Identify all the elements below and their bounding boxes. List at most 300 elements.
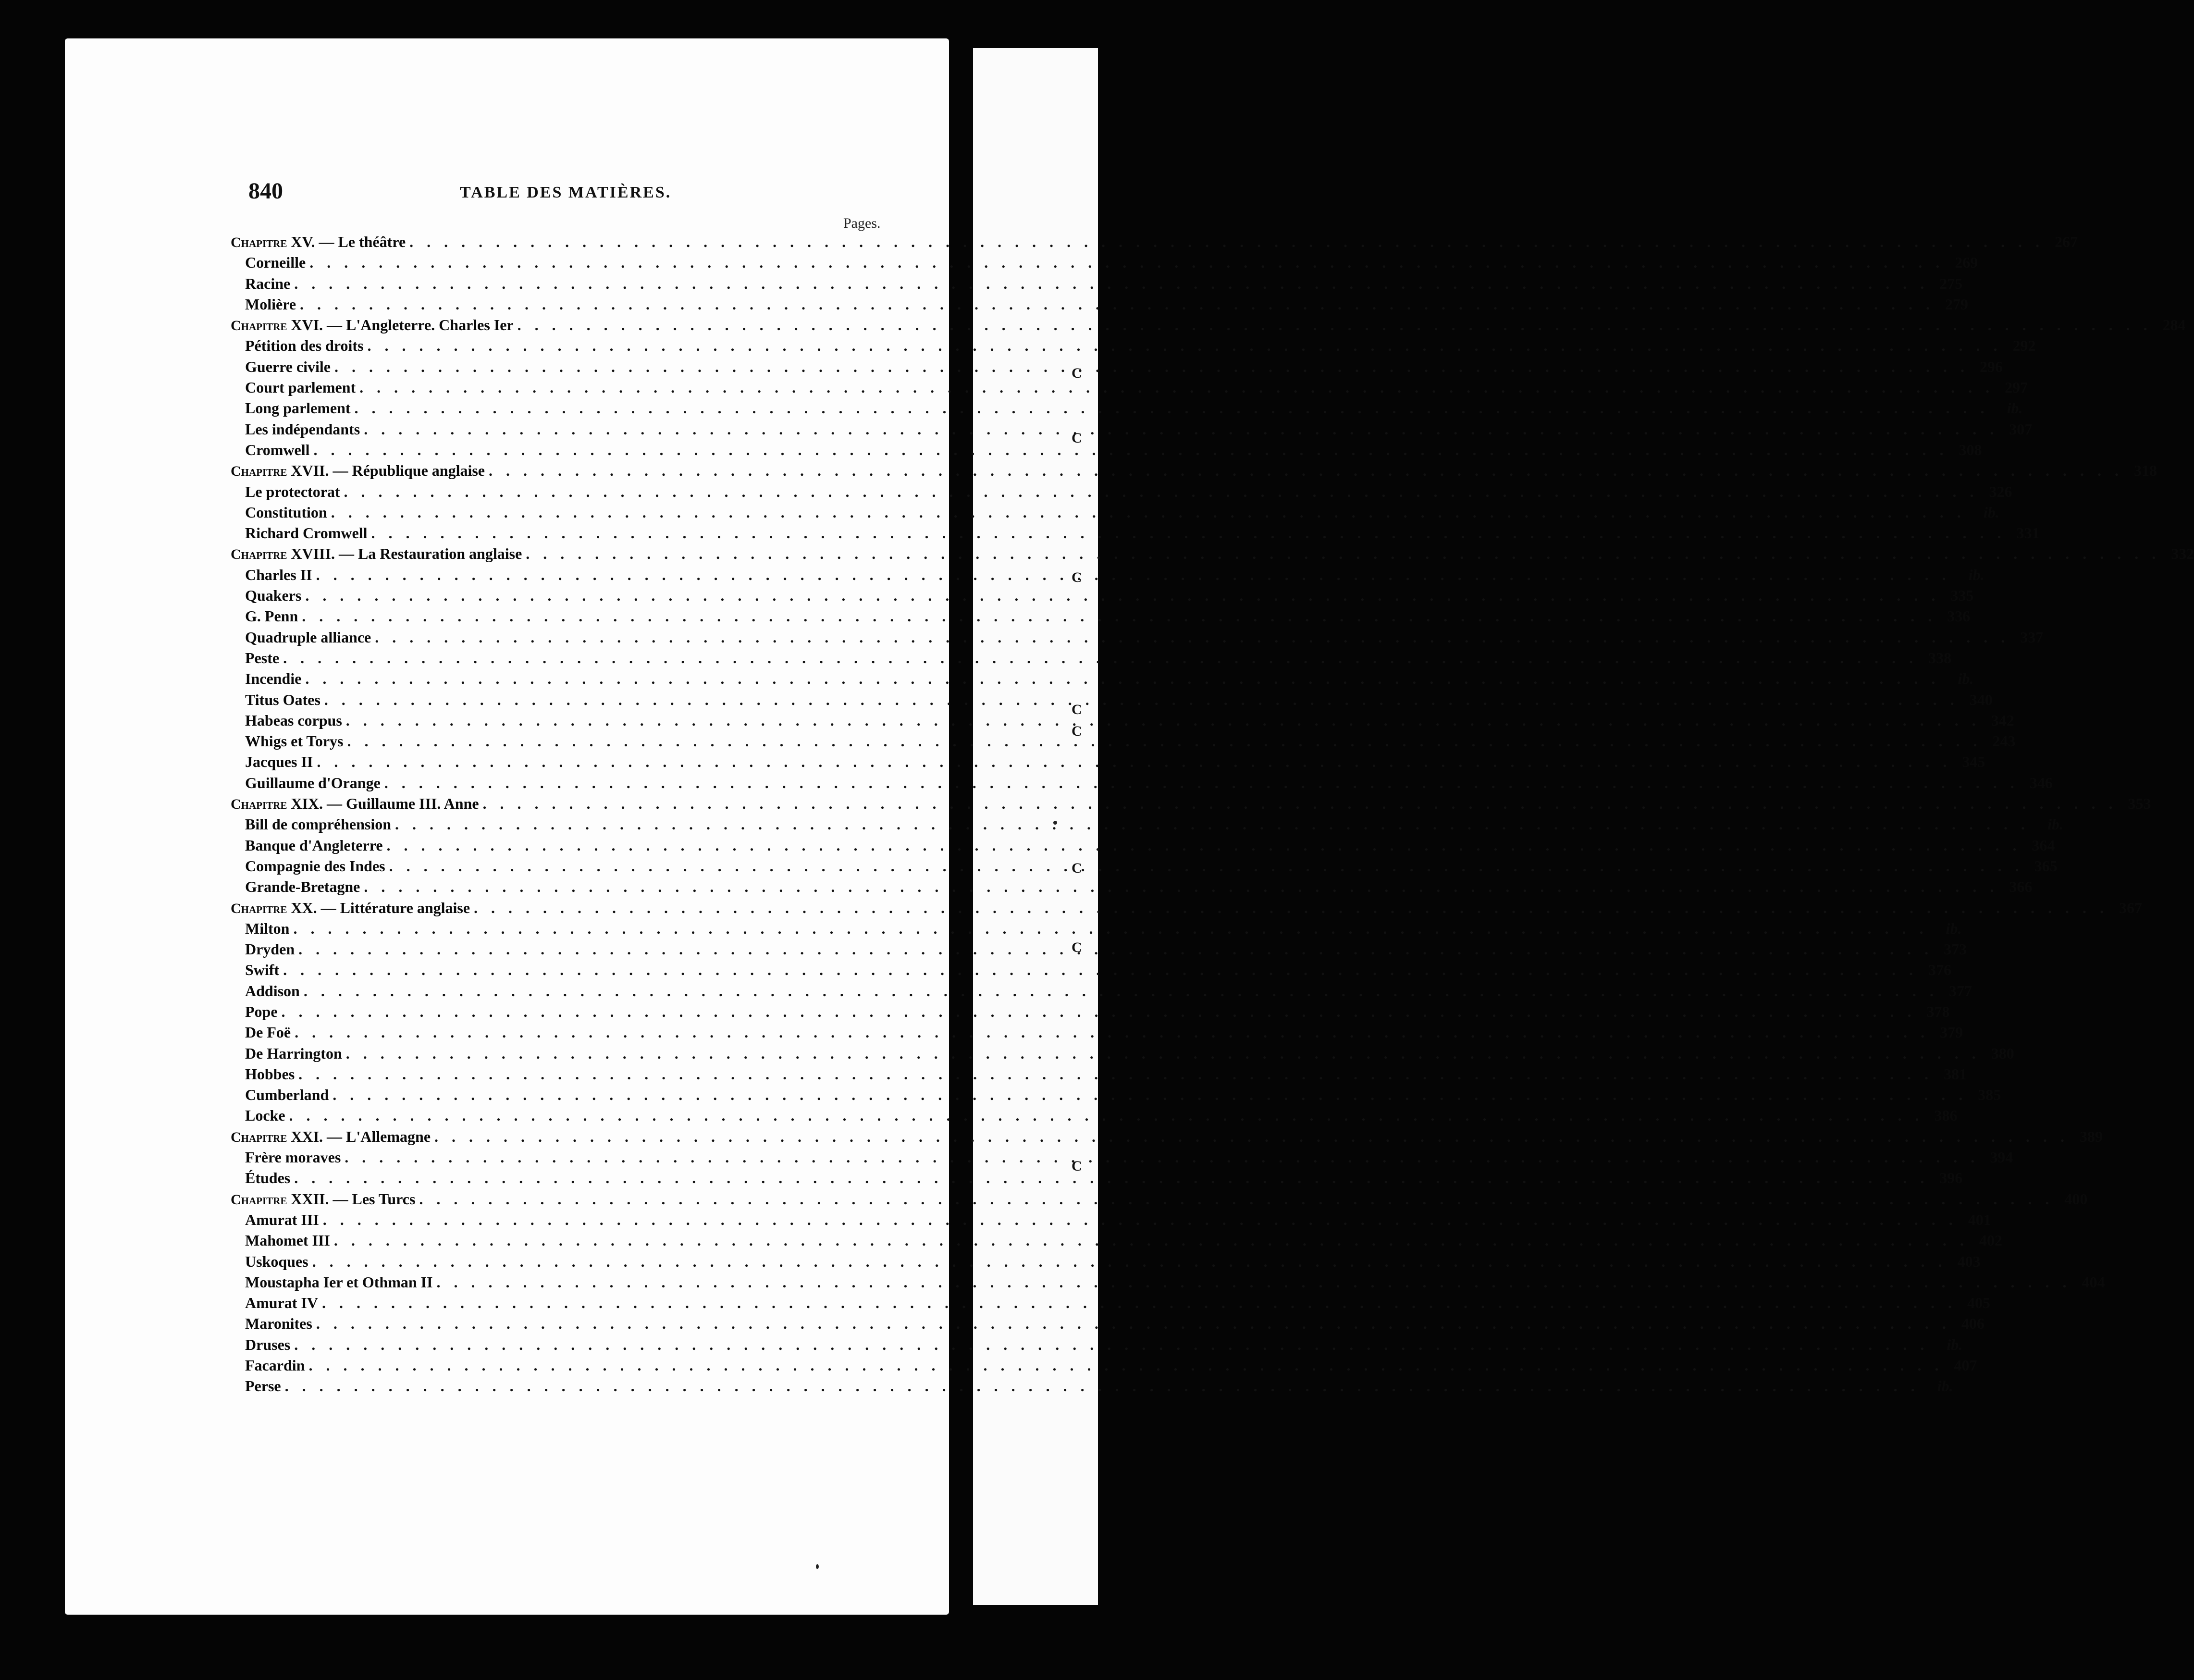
entry-title: Cromwell xyxy=(245,441,310,458)
chapter-word: Chapitre xyxy=(231,235,287,250)
toc-subentry xyxy=(231,482,2012,504)
toc-chapter-entry xyxy=(231,1127,2103,1149)
toc-subentry xyxy=(231,1273,2105,1294)
toc-subentry xyxy=(231,753,1985,774)
dot-leader xyxy=(343,732,1982,750)
entry-title: G. Penn xyxy=(245,607,298,625)
toc-entry-label xyxy=(231,1128,431,1146)
dot-leader xyxy=(383,837,2021,854)
toc-subentry xyxy=(231,628,2044,649)
toc-chapter-entry xyxy=(231,316,2186,337)
toc-entry-label xyxy=(231,1273,433,1291)
page-reference: 342 xyxy=(1991,711,2014,729)
entry-title: Pope xyxy=(245,1002,278,1020)
toc-subentry xyxy=(231,337,2036,358)
toc-entry-label xyxy=(231,691,320,709)
edge-letter: C xyxy=(1072,1158,1082,1174)
page-reference: 386 xyxy=(1934,1107,1958,1124)
dot-leader xyxy=(295,1065,1933,1083)
dot-leader xyxy=(341,1149,1979,1166)
page-reference: 296 xyxy=(1980,358,2003,375)
toc-subentry xyxy=(231,1335,1963,1357)
page-reference: 345 xyxy=(1962,753,1985,771)
toc-entry-label xyxy=(231,795,479,813)
entry-title: Quakers xyxy=(245,587,302,605)
dot-leader xyxy=(278,1003,1916,1021)
entry-title: Cumberland xyxy=(245,1086,329,1104)
page-reference: 380 xyxy=(1991,1044,2014,1062)
toc-chapter-entry xyxy=(231,795,2151,815)
entry-title: Perse xyxy=(245,1377,281,1395)
chapter-word: Chapitre xyxy=(231,900,287,916)
table-of-contents xyxy=(231,233,2194,1398)
dot-leader xyxy=(415,1190,2054,1208)
toc-subentry xyxy=(231,379,2028,399)
entry-title: Richard Cromwell xyxy=(245,524,368,542)
dot-leader xyxy=(431,1128,2069,1146)
toc-chapter-entry xyxy=(231,1190,2088,1211)
entry-title: Banque d'Angleterre xyxy=(245,836,383,854)
page-reference: 381 xyxy=(1944,1065,1967,1083)
page-reference: ib. xyxy=(2007,399,2023,417)
entry-title: Milton xyxy=(245,919,290,937)
page-reference: 396 xyxy=(1939,1169,1963,1187)
page-reference: 284 xyxy=(2162,316,2186,334)
dot-leader xyxy=(298,607,1936,625)
dot-leader xyxy=(300,982,1938,1000)
page-reference: 338 xyxy=(1928,649,1952,667)
chapter-word: Chapitre xyxy=(231,1129,287,1145)
entry-title: Bill de compréhension xyxy=(245,815,392,833)
entry-title: Études xyxy=(245,1169,291,1187)
page-reference: 331 xyxy=(2016,524,2040,542)
dot-leader xyxy=(391,815,2030,833)
toc-subentry xyxy=(231,982,1972,1003)
entry-title: Amurat IV xyxy=(245,1294,318,1312)
chapter-word: Chapitre xyxy=(231,463,287,480)
dot-leader xyxy=(356,379,1994,396)
page-reference: 267 xyxy=(2055,233,2078,250)
page-reference: 400 xyxy=(2064,1190,2088,1208)
entry-title: Addison xyxy=(245,982,300,1000)
page-reference: 336 xyxy=(1947,607,1971,625)
toc-subentry xyxy=(231,566,1984,587)
dot-leader xyxy=(289,920,1928,938)
dot-leader xyxy=(342,1045,1981,1062)
toc-entry-label xyxy=(231,857,385,875)
entry-title: Racine xyxy=(245,274,291,292)
page-reference: 307 xyxy=(2009,420,2033,438)
dot-leader xyxy=(330,1232,1969,1249)
toc-entry-label xyxy=(231,1169,290,1187)
toc-entry-label xyxy=(231,920,289,938)
dot-leader xyxy=(329,1086,1967,1104)
page-reference: 403 xyxy=(1957,1252,1981,1270)
toc-entry-label xyxy=(231,712,342,729)
toc-subentry xyxy=(231,1232,2002,1252)
toc-entry-label xyxy=(231,732,343,750)
toc-subentry xyxy=(231,295,1969,316)
dot-leader xyxy=(342,712,1981,729)
toc-chapter-entry xyxy=(231,899,2143,920)
toc-entry-label xyxy=(231,483,340,501)
dot-leader xyxy=(479,795,2118,813)
page-reference: 407 xyxy=(1954,1357,1977,1374)
dot-leader xyxy=(312,1315,1951,1333)
toc-entry-label xyxy=(231,982,300,1000)
entry-title: Grande-Bretagne xyxy=(245,878,360,896)
entry-title: Molière xyxy=(245,295,296,313)
entry-title: Quadruple alliance xyxy=(245,628,371,646)
toc-entry-label xyxy=(231,233,406,251)
page-reference: 406 xyxy=(1961,1315,1984,1333)
dot-leader xyxy=(364,337,2002,355)
toc-entry-label xyxy=(231,1315,312,1333)
page-reference: 326 xyxy=(1989,482,2012,500)
toc-entry-label xyxy=(231,649,279,667)
toc-entry-label xyxy=(231,524,367,542)
toc-subentry xyxy=(231,857,2058,878)
toc-subentry xyxy=(231,815,2064,836)
dot-leader xyxy=(360,878,1998,896)
chapter-word: Chapitre xyxy=(231,318,287,334)
dot-leader xyxy=(367,524,2006,542)
toc-subentry xyxy=(231,587,1974,607)
toc-entry-label xyxy=(231,1149,341,1166)
page-reference: 405 xyxy=(1967,1294,1990,1312)
page-reference: 335 xyxy=(1950,587,1974,605)
page-reference: 308 xyxy=(1959,441,1982,458)
entry-title: Long parlement xyxy=(245,399,351,417)
entry-title: Guerre civile xyxy=(245,358,331,375)
toc-subentry xyxy=(231,732,2016,753)
dot-leader xyxy=(327,504,1966,521)
dot-leader xyxy=(320,691,1959,709)
toc-subentry xyxy=(231,961,1952,982)
dot-leader xyxy=(305,1357,1943,1374)
entry-title: Guillaume d'Orange xyxy=(245,774,381,791)
toc-entry-label xyxy=(231,837,383,854)
entry-title: Habeas corpus xyxy=(245,711,342,729)
dot-leader xyxy=(371,629,2009,646)
page-reference: 401 xyxy=(1968,1211,1991,1228)
dot-leader xyxy=(385,857,2024,875)
dot-leader xyxy=(281,1377,1920,1395)
toc-entry-label xyxy=(231,878,360,896)
toc-entry-label xyxy=(231,337,364,355)
dot-leader xyxy=(285,1107,1924,1124)
dot-leader xyxy=(381,774,2019,792)
page-reference: 373 xyxy=(1944,940,1967,958)
edge-letter: C xyxy=(1072,723,1082,739)
entry-title: Charles II xyxy=(245,566,312,583)
dot-leader xyxy=(319,1211,1958,1229)
page-reference: 365 xyxy=(2034,857,2058,875)
entry-title: Locke xyxy=(245,1107,285,1124)
page-reference: ib. xyxy=(1968,566,1984,583)
entry-title: De Foë xyxy=(245,1024,291,1041)
entry-title: De Harrington xyxy=(245,1044,342,1062)
toc-subentry xyxy=(231,274,1963,296)
toc-subentry xyxy=(231,1252,1981,1273)
toc-entry-label xyxy=(231,815,391,833)
entry-title: Uskoques xyxy=(245,1252,308,1270)
entry-title: Dryden xyxy=(245,940,295,958)
page-reference: 279 xyxy=(1945,295,1969,313)
entry-title: Pétition des droits xyxy=(245,337,364,355)
toc-entry-label xyxy=(231,670,301,688)
toc-entry-label xyxy=(231,1086,329,1104)
toc-chapter-entry xyxy=(231,462,2157,482)
toc-entry-label xyxy=(231,774,381,792)
toc-subentry xyxy=(231,1044,2014,1065)
toc-entry-label xyxy=(231,1024,291,1041)
toc-subentry xyxy=(231,1024,1963,1044)
dot-leader xyxy=(290,275,1929,293)
toc-entry-label xyxy=(231,275,290,293)
dot-leader xyxy=(351,399,1989,417)
edge-letter: C xyxy=(1072,430,1082,446)
entry-title: Amurat III xyxy=(245,1211,319,1228)
page-reference: 346 xyxy=(2029,774,2053,791)
entry-title: Maronites xyxy=(245,1315,312,1333)
dot-leader xyxy=(295,940,1933,958)
dot-leader xyxy=(279,649,1918,667)
toc-entry-label xyxy=(231,1253,308,1271)
toc-entry-label xyxy=(231,566,312,584)
toc-entry-label xyxy=(231,296,296,313)
chapter-word: Chapitre xyxy=(231,1191,287,1208)
toc-subentry xyxy=(231,399,2023,420)
page-reference: 243 xyxy=(1992,732,2016,750)
dot-leader xyxy=(301,587,1940,605)
page-reference: 269 xyxy=(1955,254,1978,272)
page-reference: ib. xyxy=(1983,503,1999,521)
edge-letter: C xyxy=(1072,939,1082,955)
entry-title: Court parlement xyxy=(245,379,356,396)
toc-subentry xyxy=(231,919,1962,940)
chapter-word: Chapitre xyxy=(231,796,287,813)
page-reference: ib. xyxy=(1937,1377,1953,1395)
entry-title: XV. — Le théâtre xyxy=(291,233,406,250)
page-reference: 332 xyxy=(2171,545,2194,563)
entry-title: Frère moraves xyxy=(245,1149,341,1166)
toc-subentry xyxy=(231,1065,1967,1086)
page-reference: 366 xyxy=(2009,878,2033,896)
edge-letter: C xyxy=(1072,860,1082,876)
toc-entry-label xyxy=(231,1357,305,1374)
toc-entry-label xyxy=(231,629,371,646)
toc-subentry xyxy=(231,1377,1953,1398)
toc-entry-label xyxy=(231,961,279,979)
page-reference: 378 xyxy=(1926,1002,1950,1020)
entry-title: Moustapha Ier et Othman II xyxy=(245,1273,433,1291)
toc-subentry xyxy=(231,691,1993,712)
page-reference: ib. xyxy=(2047,815,2064,833)
page-reference: ib. xyxy=(1946,919,1962,937)
toc-entry-label xyxy=(231,1045,342,1062)
entry-title: Compagnie des Indes xyxy=(245,857,385,875)
toc-entry-label xyxy=(231,379,356,396)
page-reference: 394 xyxy=(1990,1149,2013,1166)
entry-title: XVIII. — La Restauration anglaise xyxy=(291,545,522,563)
page-header xyxy=(248,178,887,207)
toc-entry-label xyxy=(231,1065,295,1083)
toc-subentry xyxy=(231,420,2033,441)
toc-subentry xyxy=(231,1294,1990,1315)
toc-entry-label xyxy=(231,607,298,625)
page-reference: 376 xyxy=(1928,961,1952,979)
toc-subentry xyxy=(231,878,2033,899)
entry-title: Whigs et Torys xyxy=(245,732,344,750)
toc-subentry xyxy=(231,670,1974,691)
page-reference: 367 xyxy=(2119,899,2143,916)
entry-title: Facardin xyxy=(245,1357,305,1374)
page-reference: 292 xyxy=(2012,337,2036,355)
toc-subentry xyxy=(231,1002,1950,1024)
dot-leader xyxy=(522,545,2160,563)
entry-title: XXII. — Les Turcs xyxy=(291,1190,416,1208)
toc-subentry xyxy=(231,441,1982,462)
toc-subentry xyxy=(231,254,1978,274)
toc-entry-label xyxy=(231,254,306,272)
toc-entry-label xyxy=(231,1377,281,1395)
dot-leader xyxy=(309,441,1948,459)
toc-subentry xyxy=(231,1315,1984,1335)
toc-chapter-entry xyxy=(231,545,2194,566)
toc-entry-label xyxy=(231,462,485,480)
page-reference: 389 xyxy=(2080,1127,2103,1145)
toc-entry-label xyxy=(231,940,295,958)
dot-leader xyxy=(433,1273,2071,1291)
page-number: 840 xyxy=(248,178,283,204)
dot-leader xyxy=(291,1024,1929,1041)
toc-entry-label xyxy=(231,1294,318,1312)
toc-entry-label xyxy=(231,545,522,563)
toc-entry-label xyxy=(231,358,331,376)
toc-entry-label xyxy=(231,753,313,771)
entry-title: XIX. — Guillaume III. Anne xyxy=(291,795,479,813)
toc-entry-label xyxy=(231,504,327,521)
dot-leader xyxy=(301,670,1940,688)
toc-entry-label xyxy=(231,420,360,438)
chapter-word: Chapitre xyxy=(231,546,287,563)
entry-title: Constitution xyxy=(245,503,327,521)
entry-title: Incendie xyxy=(245,670,302,688)
dot-leader xyxy=(296,296,1935,313)
page-reference: 402 xyxy=(1979,1232,2002,1249)
page-reference: 337 xyxy=(2020,628,2044,646)
toc-entry-label xyxy=(231,1190,415,1208)
toc-subentry xyxy=(231,1107,1958,1127)
entry-title: Hobbes xyxy=(245,1065,295,1083)
page-reference: 318 xyxy=(2134,462,2157,480)
toc-subentry xyxy=(231,1149,2013,1169)
page-reference: 385 xyxy=(1978,1086,2001,1104)
entry-title: Les indépendants xyxy=(245,420,360,438)
toc-entry-label xyxy=(231,1336,290,1354)
toc-subentry xyxy=(231,649,1952,670)
entry-title: XXI. — L'Allemagne xyxy=(291,1127,431,1145)
running-title: TABLE DES MATIÈRES. xyxy=(460,184,672,201)
toc-subentry xyxy=(231,1211,1991,1232)
scan-speck xyxy=(816,1564,819,1569)
page-reference: 379 xyxy=(1940,1024,1963,1041)
dot-leader xyxy=(470,899,2108,917)
dot-leader xyxy=(290,1169,1929,1187)
toc-subentry xyxy=(231,711,2014,732)
dot-leader xyxy=(312,566,1951,584)
toc-entry-label xyxy=(231,316,514,334)
entry-title: Le protectorat xyxy=(245,482,340,500)
dot-leader xyxy=(485,462,2123,480)
entry-title: Titus Oates xyxy=(245,691,320,708)
toc-subentry xyxy=(231,1169,1963,1190)
entry-title: Swift xyxy=(245,961,280,979)
toc-entry-label xyxy=(231,1107,285,1124)
dot-leader xyxy=(306,254,1944,272)
dot-leader xyxy=(360,420,1998,438)
dot-leader xyxy=(279,961,1918,979)
pages-column-label: Pages. xyxy=(843,215,881,231)
page-reference: 364 xyxy=(2032,836,2055,854)
page-reference: 297 xyxy=(2005,379,2028,396)
toc-entry-label xyxy=(231,899,470,917)
page-reference: 353 xyxy=(2128,795,2151,813)
toc-subentry xyxy=(231,940,1967,961)
toc-entry-label xyxy=(231,1211,319,1229)
toc-entry-label xyxy=(231,587,301,605)
edge-letter: C xyxy=(1072,702,1082,717)
page-reference: 275 xyxy=(1939,274,1963,292)
toc-subentry xyxy=(231,503,1999,524)
page-reference: 404 xyxy=(2082,1273,2105,1291)
toc-subentry xyxy=(231,358,2003,379)
page-reference: ib. xyxy=(1947,1335,1963,1353)
toc-entry-label xyxy=(231,399,351,417)
entry-title: Mahomet III xyxy=(245,1232,330,1249)
edge-letter: C xyxy=(1072,365,1082,381)
entry-title: Peste xyxy=(245,649,280,667)
toc-entry-label xyxy=(231,1232,330,1249)
entry-title: XX. — Littérature anglaise xyxy=(291,899,470,916)
entry-title: Jacques II xyxy=(245,753,313,771)
entry-title: XVII. — République anglaise xyxy=(291,462,485,480)
dot-leader xyxy=(318,1294,1957,1312)
dot-leader xyxy=(331,358,1969,376)
toc-subentry xyxy=(231,1357,1977,1377)
toc-subentry xyxy=(231,774,2053,795)
toc-subentry xyxy=(231,836,2055,857)
toc-entry-label xyxy=(231,1003,278,1021)
toc-subentry xyxy=(231,524,2040,545)
dot-leader xyxy=(308,1253,1947,1271)
page-reference: 377 xyxy=(1948,982,1972,1000)
toc-entry-label xyxy=(231,441,309,459)
page-reference: ib. xyxy=(1958,670,1974,688)
dot-leader xyxy=(313,753,1951,771)
page-reference: 340 xyxy=(1969,691,1993,708)
dot-leader xyxy=(514,316,2152,334)
entry-title: XVI. — L'Angleterre. Charles Ier xyxy=(291,316,514,334)
dot-leader xyxy=(406,233,2044,251)
entry-title: Druses xyxy=(245,1335,291,1353)
toc-chapter-entry xyxy=(231,233,2078,254)
dot-leader xyxy=(290,1336,1929,1354)
toc-subentry xyxy=(231,607,1971,628)
entry-title: Corneille xyxy=(245,254,306,272)
toc-subentry xyxy=(231,1086,2001,1107)
